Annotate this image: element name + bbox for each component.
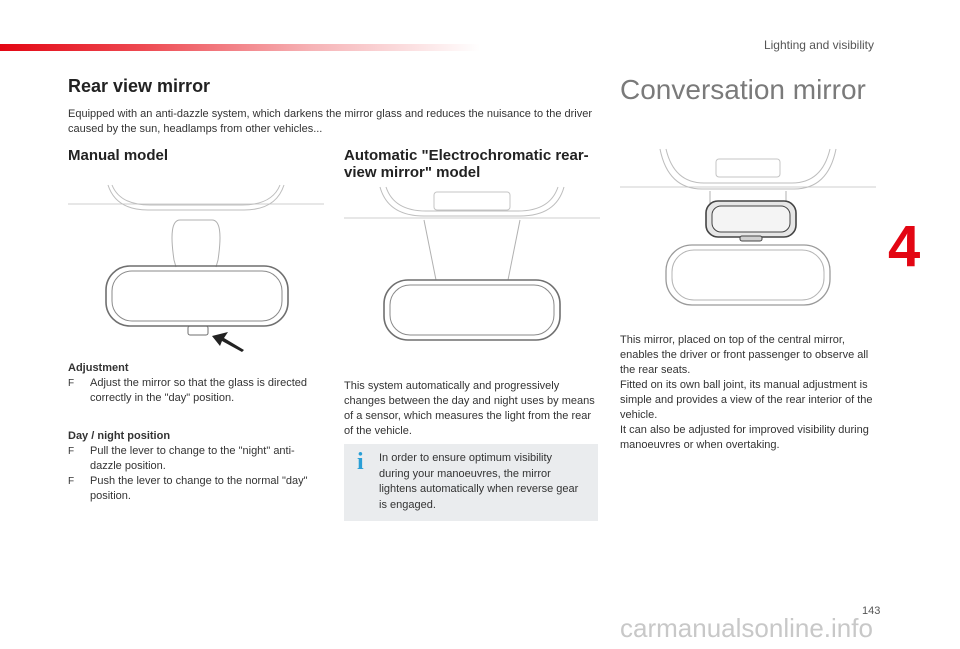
adjustment-section — [68, 361, 320, 406]
manual-mirror-illustration — [68, 180, 324, 355]
list-item-text: Adjust the mirror so that the glass is directed correctly in the "day" position. — [90, 377, 308, 404]
list-item — [68, 444, 320, 474]
list-item — [68, 474, 320, 504]
chapter-number: 4 — [888, 214, 921, 279]
day-night-heading: Day / night position — [68, 430, 171, 442]
adjustment-heading: Adjustment — [68, 362, 129, 374]
info-icon: i — [357, 449, 364, 475]
list-item-text: Pull the lever to change to the "night" anti-dazzle position. — [90, 445, 295, 472]
conversation-mirror-illustration — [620, 145, 876, 313]
bullet-icon: F — [68, 378, 75, 389]
section-header: Lighting and visibility — [763, 38, 874, 52]
info-text: In order to ensure optimum visibility during your manoeuvres, the mirror lightens automatically when reverse gear is engaged. — [379, 452, 579, 511]
conversation-mirror-title: Conversation mirror — [620, 74, 866, 105]
paragraph: This mirror, placed on top of the central mirror, enables the driver or front passenger to observe all the rear seats. — [620, 334, 869, 376]
automatic-model-title: Automatic "Electrochromatic rear-view mirror" model — [344, 147, 589, 181]
list-item-text: Push the lever to change to the normal "day" position. — [90, 475, 308, 502]
info-box — [344, 444, 598, 521]
day-night-section — [68, 429, 320, 504]
paragraph: Fitted on its own ball joint, its manual adjustment is simple and provides a view of the rear interior of the vehicle. — [620, 379, 873, 421]
rear-view-mirror-title: Rear view mirror — [68, 76, 211, 96]
paragraph: It can also be adjusted for improved visibility during manoeuvres or when overtaking. — [620, 424, 869, 451]
list-item — [68, 376, 320, 406]
conversation-mirror-body — [620, 333, 876, 453]
manual-model-title: Manual model — [68, 147, 169, 164]
bullet-icon: F — [68, 446, 75, 457]
watermark: carmanualsonline.info — [620, 613, 873, 643]
header-accent-bar — [0, 44, 480, 51]
lever-arrow-icon — [212, 332, 244, 352]
page-number: 143 — [862, 605, 881, 617]
automatic-mirror-illustration — [344, 182, 600, 347]
rear-view-mirror-intro: Equipped with an anti-dazzle system, which darkens the mirror glass and reduces the nuisance to the driver caused by the sun, headlamps from other vehicles... — [68, 108, 592, 135]
automatic-model-body: This system automatically and progressively changes between the day and night uses by means of a sensor, which measures the light from the rear of the vehicle. — [344, 380, 595, 437]
bullet-icon: F — [68, 476, 75, 487]
